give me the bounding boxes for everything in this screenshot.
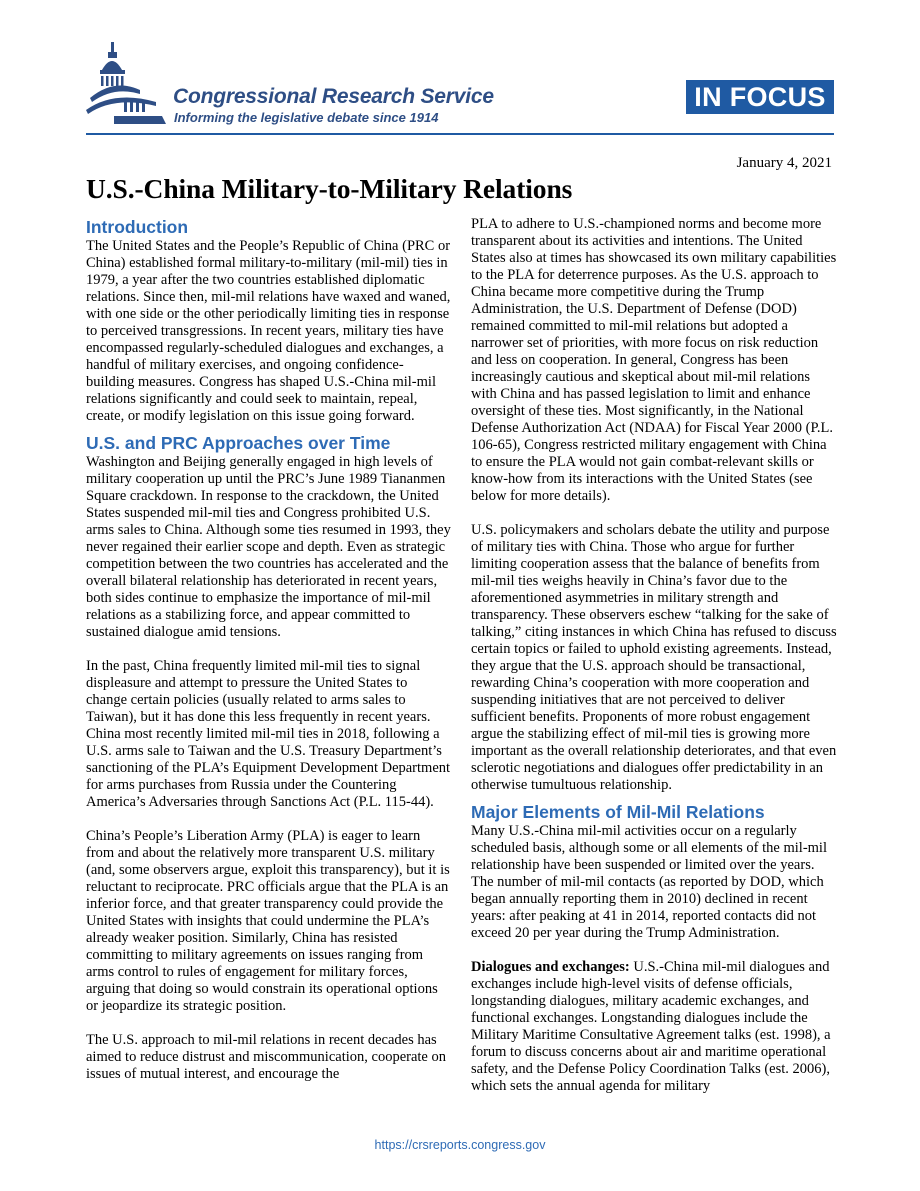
paragraph-dialogues: [471, 959, 837, 1095]
paragraph-approaches-1: Washington and Beijing generally engaged in high levels of military cooperation up until the PRC’s June 1989 Tiananmen Square crackdown. In response to the crackdown, the United States suspended mil-mil ties and Congress prohibited U.S. arms sales to China. Although some ties resumed in 1993, they never regained their earlier scope and depth. Even as strategic competition between the two countries has accelerated and the overall bilateral relationship has deteriorated in recent years, both sides continue to emphasize the importance of mil-mil relations as a stabilizing force, and appear committed to sustained dialogue amid tensions.: [86, 454, 451, 640]
section-heading-introduction: Introduction: [86, 217, 189, 237]
paragraph-major-elements: Many U.S.-China mil-mil activities occur on a regularly scheduled basis, although some or all elements of the mil-mil relationship have been suspended or limited over the years. The number of mil-mil contacts (as reported by DOD, which began annually reporting them in 2010) declined in recent years: after peaking at 41 in 2014, reported contacts did not exceed 20 per year during the Trump Administration.: [471, 823, 827, 941]
publication-date: January 4, 2021: [736, 155, 832, 171]
paragraph-approaches-4: The U.S. approach to mil-mil relations in recent decades has aimed to reduce distrust and miscommunication, cooperate on issues of mutual interest, and encourage the: [86, 1032, 446, 1082]
section-heading-major-elements: Major Elements of Mil-Mil Relations: [471, 802, 765, 822]
paragraph-approaches-3: China’s People’s Liberation Army (PLA) is eager to learn from and about the relatively more transparent U.S. military (and, some observers argue, exploit this transparency), but it is reluctant to reciprocate. PRC officials argue that the PLA is an inferior force, and that greater transparency could provide the United States with insights that could undermine the PLA’s already weaker position. Similarly, China has resisted committing to military agreements on issues ranging from arms control to rules of engagement for military forces, arguing that doing so would constrain its operational options or jeopardize its strategic position.: [86, 828, 450, 1014]
in-focus-badge: IN FOCUS: [686, 80, 834, 114]
capitol-dome-icon: [84, 40, 174, 130]
paragraph-debate: U.S. policymakers and scholars debate the utility and purpose of military ties with China. Those who argue for further limiting cooperation assess that the balance of benefits from mil-mil ties weighs heavily in China’s favor due to the aforementioned asymmetries in military strength and transparency. These observers eschew “talking for the sake of talking,” citing instances in which China has refused to discuss certain topics or failed to uphold existing agreements. Instead, they argue that the U.S. approach should be transactional, rewarding China’s cooperation with more cooperation and suspending initiatives that are not perceived to deliver sufficient benefits. Proponents of more robust engagement argue the stabilizing effect of mil-mil ties is growing more important as the overall relationship deteriorates, and that even sclerotic negotiations and dialogues offer predictability in an otherwise tumultuous relationship.: [471, 522, 837, 793]
paragraph-intro: The United States and the People’s Republic of China (PRC or China) established formal military-to-military (mil-mil) ties in 1979, a year after the two countries established diplomatic relations. Since then, mil-mil relations have waxed and waned, with one side or the other periodically limiting ties in response to perceived transgressions. In recent years, military ties have encompassed regularly-scheduled dialogues and exchanges, a handful of military exercises, and ongoing confidence-building measures. Congress has shaped U.S.-China mil-mil relations significantly and could seek to maintain, repeal, create, or modify legislation on this issue going forward.: [86, 238, 451, 424]
footer-url-link[interactable]: https://crsreports.congress.gov: [374, 1138, 546, 1152]
header-divider: [86, 133, 834, 135]
dialogues-label: Dialogues and exchanges:: [471, 959, 630, 975]
crs-logo[interactable]: [84, 40, 494, 130]
paragraph-approaches-2: In the past, China frequently limited mil-mil ties to signal displeasure and attempt to pressure the United States to change certain policies (usually related to arms sales to Taiwan), but it has done this less frequently in recent years. China most recently limited mil-mil ties in 2018, following a U.S. arms sale to Taiwan and the U.S. Treasury Department’s sanctioning of the PLA’s Equipment Development Department for arms purchases from Russia under the Countering America’s Adversaries through Sanctions Act (P.L. 115-44).: [86, 658, 451, 810]
organization-tagline: Informing the legislative debate since 1914: [174, 110, 439, 125]
dialogues-text: U.S.-China mil-mil dialogues and exchanges include high-level visits of defense officials, longstanding dialogues, military academic exchanges, and functional exchanges. Longstanding dialogues include the Military Maritime Consultative Agreement talks (est. 1998), a forum to discuss concerns about air and maritime operational safety, and the Defense Policy Coordination Talks (est. 2006), which sets the annual agenda for military: [471, 959, 831, 1094]
organization-name: Congressional Research Service: [173, 85, 494, 108]
page-title: U.S.-China Military-to-Military Relations: [86, 173, 573, 204]
right-column: [471, 216, 837, 1095]
section-heading-approaches: U.S. and PRC Approaches over Time: [86, 433, 391, 453]
left-column: [86, 216, 452, 1083]
paragraph-continued: PLA to adhere to U.S.-championed norms and become more transparent about its activities and intentions. The United States also at times has showcased its own military capabilities to the PLA for deterrence purposes. As the U.S. approach to China became more competitive during the Trump Administration, the U.S. Department of Defense (DOD) remained committed to mil-mil relations but adopted a narrower set of priorities, with more focus on risk reduction and less on cooperation. In general, Congress has been increasingly cautious and skeptical about mil-mil relations with China and has passed legislation to limit and enhance oversight of these ties. Most significantly, in the National Defense Authorization Act (NDAA) for Fiscal Year 2000 (P.L. 106-65), Congress restricted military engagement with China to ensure the PLA would not gain combat-relevant skills or know-how from its interactions with the United States (see below for more details).: [471, 216, 837, 504]
